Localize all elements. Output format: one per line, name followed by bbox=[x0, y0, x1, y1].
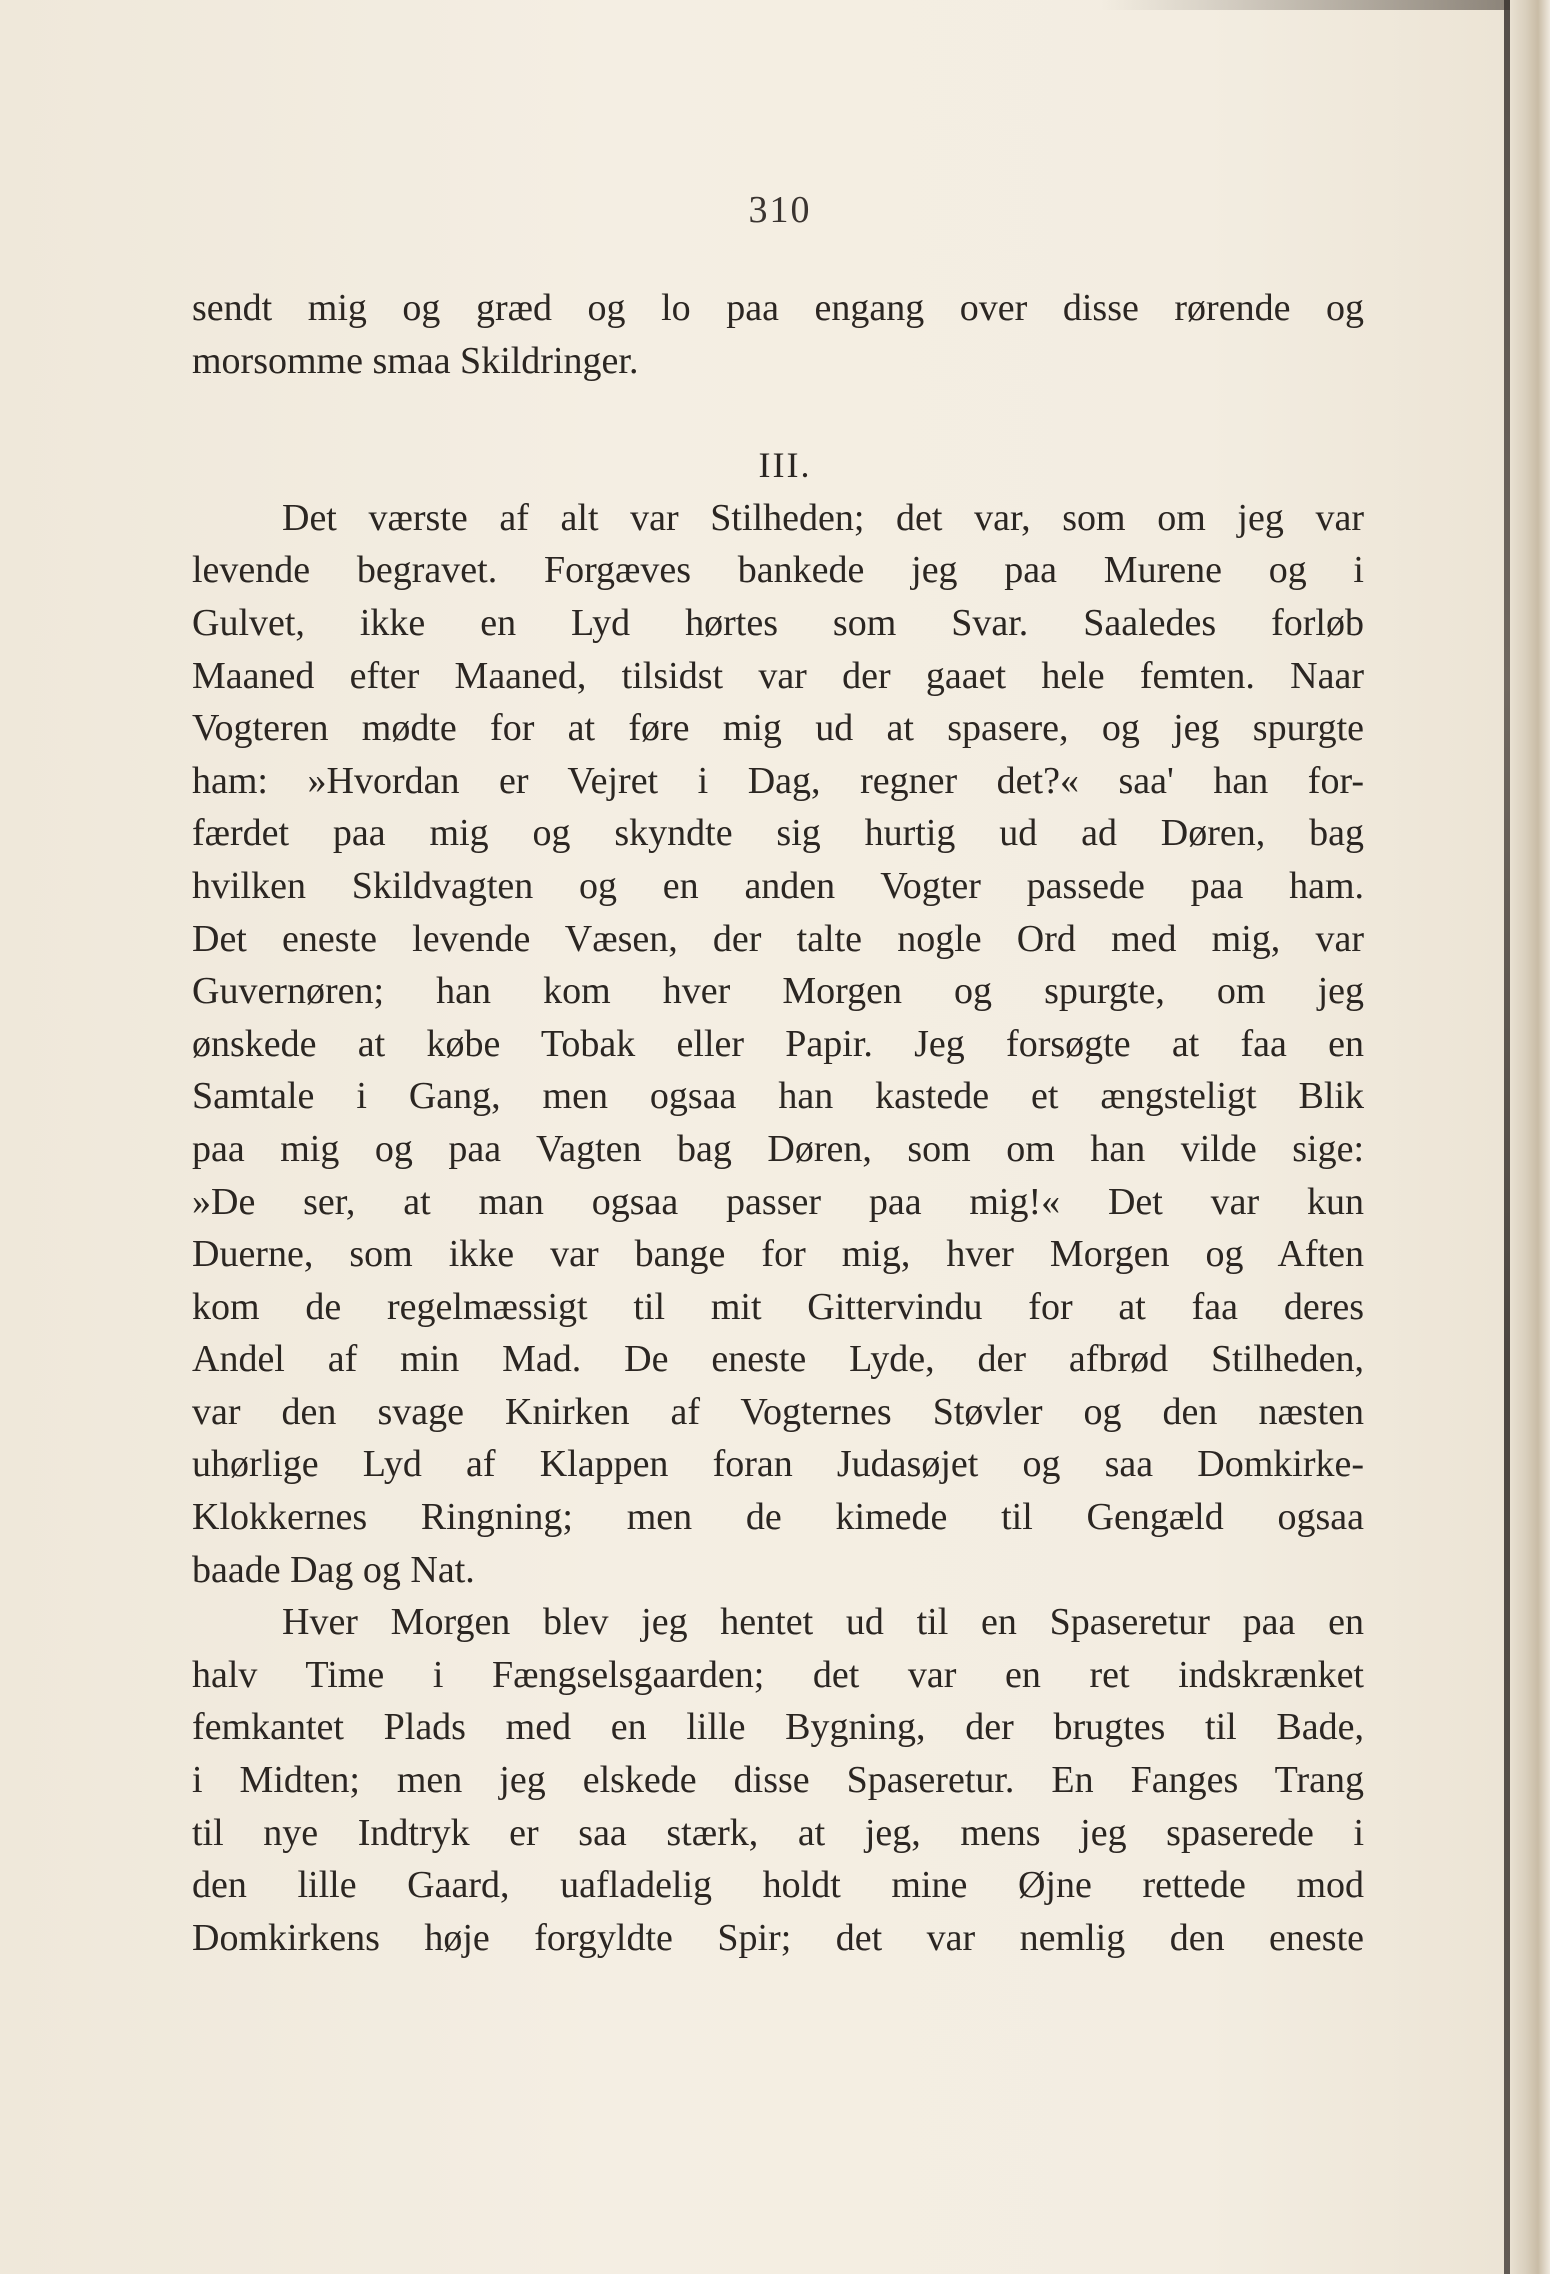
text-line: Guvernøren; han kom hver Morgen og spurgte, om jeg bbox=[192, 970, 1364, 1013]
text-line: færdet paa mig og skyndte sig hurtig ud ad Døren, bag bbox=[192, 812, 1364, 855]
text-line: kom de regelmæssigt til mit Gittervindu for at faa deres bbox=[192, 1285, 1364, 1328]
text-line: Andel af min Mad. De eneste Lyde, der afbrød Stilheden, bbox=[192, 1338, 1364, 1381]
page-top-shadow bbox=[1100, 0, 1510, 10]
text-line: halv Time i Fængselsgaarden; det var en ret indskrænket bbox=[192, 1653, 1364, 1696]
text-line: Vogteren mødte for at føre mig ud at spasere, og jeg spurgte bbox=[192, 707, 1364, 750]
text-line: »De ser, at man ogsaa passer paa mig!« Det var kun bbox=[192, 1180, 1364, 1223]
text-line: Det eneste levende Væsen, der talte nogle Ord med mig, var bbox=[192, 917, 1364, 960]
text-line: sendt mig og græd og lo paa engang over disse rørende og bbox=[192, 287, 1364, 329]
section-heading: III. bbox=[758, 445, 812, 486]
text-line: morsomme smaa Skildringer. bbox=[192, 339, 639, 382]
body-text bbox=[192, 282, 1364, 1964]
text-line: Klokkernes Ringning; men de kimede til Gengæld ogsaa bbox=[192, 1496, 1364, 1539]
text-line: ham: »Hvordan er Vejret i Dag, regner det?« saa' han for- bbox=[192, 759, 1364, 802]
text-line: uhørlige Lyd af Klappen foran Judasøjet og saa Domkirke- bbox=[192, 1443, 1364, 1486]
paragraph-first-line: Det værste af alt var Stilheden; det var, som om jeg var bbox=[282, 496, 1364, 539]
text-line: hvilken Skildvagten og en anden Vogter passede paa ham. bbox=[192, 864, 1364, 907]
text-line: den lille Gaard, uafladelig holdt mine Øjne rettede mod bbox=[192, 1864, 1364, 1907]
page-number: 310 bbox=[748, 189, 812, 231]
text-line: var den svage Knirken af Vogternes Støvler og den næsten bbox=[192, 1390, 1364, 1433]
text-line: baade Dag og Nat. bbox=[192, 1548, 475, 1591]
text-line: ønskede at købe Tobak eller Papir. Jeg forsøgte at faa en bbox=[192, 1022, 1364, 1065]
text-line: Duerne, som ikke var bange for mig, hver Morgen og Aften bbox=[192, 1233, 1364, 1276]
text-line: femkantet Plads med en lille Bygning, der brugtes til Bade, bbox=[192, 1706, 1364, 1749]
paragraph-first-line: Hver Morgen blev jeg hentet ud til en Spaseretur paa en bbox=[282, 1601, 1364, 1644]
text-line: paa mig og paa Vagten bag Døren, som om han vilde sige: bbox=[192, 1127, 1364, 1170]
text-line: Maaned efter Maaned, tilsidst var der gaaet hele femten. Naar bbox=[192, 654, 1364, 697]
text-line: i Midten; men jeg elskede disse Spaseretur. En Fanges Trang bbox=[192, 1759, 1364, 1802]
text-line: Gulvet, ikke en Lyd hørtes som Svar. Saaledes forløb bbox=[192, 601, 1364, 644]
text-line: levende begravet. Forgæves bankede jeg paa Murene og i bbox=[192, 549, 1364, 592]
text-line: Samtale i Gang, men ogsaa han kastede et ængsteligt Blik bbox=[192, 1075, 1364, 1118]
text-line: til nye Indtryk er saa stærk, at jeg, mens jeg spaserede i bbox=[192, 1811, 1364, 1854]
text-line: Domkirkens høje forgyldte Spir; det var nemlig den eneste bbox=[192, 1916, 1364, 1959]
page-binding-strip bbox=[1510, 0, 1550, 2274]
